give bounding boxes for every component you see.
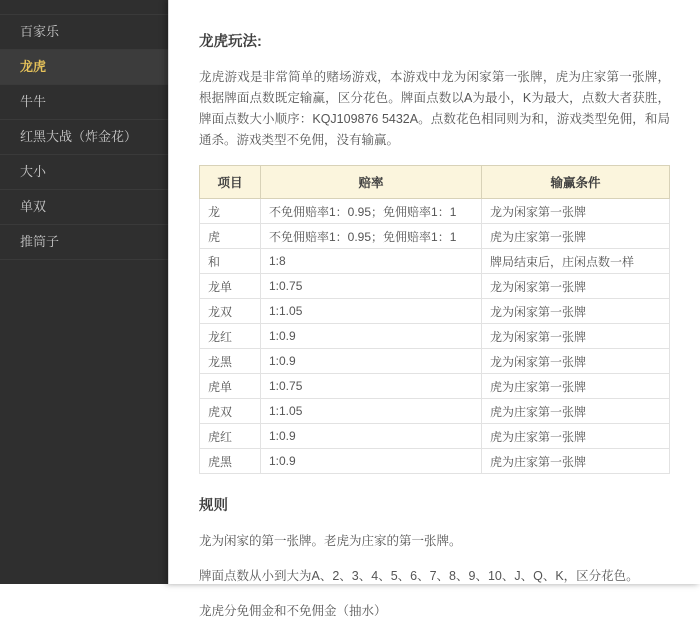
table-header-row bbox=[200, 166, 670, 199]
sidebar-item-label: 大小 bbox=[20, 164, 47, 179]
intro-paragraph: 龙虎游戏是非常简单的赌场游戏，本游戏中龙为闲家第一张牌，虎为庄家第一张牌，根据牌面点数既定输赢，区分花色。牌面点数以A为最小，K为最大，点数大者获胜，牌面点数大小顺序：KQJ109876 5432A。点数花色相同则为和，游戏类型免佣，和局通杀。游戏类型不免佣，没有输赢。 bbox=[199, 70, 670, 147]
cell-item: 和 bbox=[200, 249, 261, 274]
table-row bbox=[200, 199, 670, 224]
cell-item: 虎 bbox=[200, 224, 261, 249]
table-row bbox=[200, 274, 670, 299]
sidebar-item-baccarat[interactable] bbox=[0, 14, 168, 50]
cell-condition: 虎为庄家第一张牌 bbox=[482, 399, 670, 424]
sidebar-item-label: 百家乐 bbox=[20, 24, 60, 39]
cell-odds: 1:8 bbox=[261, 249, 482, 274]
rule-line: 龙虎分免佣金和不免佣金（抽水） bbox=[199, 604, 387, 618]
cell-condition: 龙为闲家第一张牌 bbox=[482, 324, 670, 349]
table-row bbox=[200, 349, 670, 374]
cell-item: 虎红 bbox=[200, 424, 261, 449]
sidebar-item-label: 单双 bbox=[20, 199, 47, 214]
cell-condition: 虎为庄家第一张牌 bbox=[482, 224, 670, 249]
table-row bbox=[200, 374, 670, 399]
column-header-odds: 赔率 bbox=[261, 166, 482, 199]
cell-item: 虎黑 bbox=[200, 449, 261, 474]
sidebar-item-tuitongzi[interactable] bbox=[0, 225, 168, 260]
cell-odds: 1:0.75 bbox=[261, 374, 482, 399]
sidebar-item-niuniu[interactable] bbox=[0, 85, 168, 120]
rule-line: 龙为闲家的第一张牌。老虎为庄家的第一张牌。 bbox=[199, 534, 462, 548]
cell-condition: 龙为闲家第一张牌 bbox=[482, 299, 670, 324]
rule-line: 牌面点数从小到大为A、2、3、4、5、6、7、8、9、10、J、Q、K，区分花色。 bbox=[199, 569, 639, 583]
odds-table bbox=[199, 165, 670, 474]
sidebar-item-label: 龙虎 bbox=[20, 59, 47, 74]
cell-odds: 不免佣赔率1：0.95；免佣赔率1：1 bbox=[261, 199, 482, 224]
table-row bbox=[200, 249, 670, 274]
cell-condition: 龙为闲家第一张牌 bbox=[482, 274, 670, 299]
cell-condition: 龙为闲家第一张牌 bbox=[482, 199, 670, 224]
cell-condition: 虎为庄家第一张牌 bbox=[482, 449, 670, 474]
cell-item: 龙单 bbox=[200, 274, 261, 299]
sidebar bbox=[0, 0, 168, 584]
sidebar-item-odd-even[interactable] bbox=[0, 190, 168, 225]
cell-condition: 虎为庄家第一张牌 bbox=[482, 374, 670, 399]
cell-odds: 1:0.9 bbox=[261, 449, 482, 474]
cell-item: 龙黑 bbox=[200, 349, 261, 374]
column-header-condition: 输赢条件 bbox=[482, 166, 670, 199]
cell-condition: 虎为庄家第一张牌 bbox=[482, 424, 670, 449]
sidebar-item-dragon-tiger[interactable] bbox=[0, 50, 168, 85]
cell-odds: 1:0.9 bbox=[261, 349, 482, 374]
table-row bbox=[200, 424, 670, 449]
table-row bbox=[200, 224, 670, 249]
table-row bbox=[200, 299, 670, 324]
cell-item: 龙红 bbox=[200, 324, 261, 349]
column-header-item: 项目 bbox=[200, 166, 261, 199]
cell-item: 龙 bbox=[200, 199, 261, 224]
cell-odds: 不免佣赔率1：0.95；免佣赔率1：1 bbox=[261, 224, 482, 249]
sidebar-item-label: 红黑大战（炸金花） bbox=[20, 129, 138, 144]
sidebar-item-label: 牛牛 bbox=[20, 94, 47, 109]
sidebar-item-red-black-war[interactable] bbox=[0, 120, 168, 155]
table-row bbox=[200, 399, 670, 424]
page-title: 龙虎玩法: bbox=[199, 34, 262, 50]
cell-item: 龙双 bbox=[200, 299, 261, 324]
cell-item: 虎单 bbox=[200, 374, 261, 399]
cell-odds: 1:0.9 bbox=[261, 324, 482, 349]
content-panel bbox=[168, 0, 700, 618]
cell-odds: 1:0.9 bbox=[261, 424, 482, 449]
cell-item: 虎双 bbox=[200, 399, 261, 424]
cell-odds: 1:0.75 bbox=[261, 274, 482, 299]
content-scroll-area[interactable] bbox=[169, 0, 700, 618]
cell-condition: 牌局结束后，庄闲点数一样 bbox=[482, 249, 670, 274]
sidebar-item-big-small[interactable] bbox=[0, 155, 168, 190]
rules-title: 规则 bbox=[199, 498, 228, 514]
cell-odds: 1:1.05 bbox=[261, 399, 482, 424]
cell-odds: 1:1.05 bbox=[261, 299, 482, 324]
sidebar-item-label: 推筒子 bbox=[20, 234, 60, 249]
table-row bbox=[200, 449, 670, 474]
table-row bbox=[200, 324, 670, 349]
cell-condition: 龙为闲家第一张牌 bbox=[482, 349, 670, 374]
